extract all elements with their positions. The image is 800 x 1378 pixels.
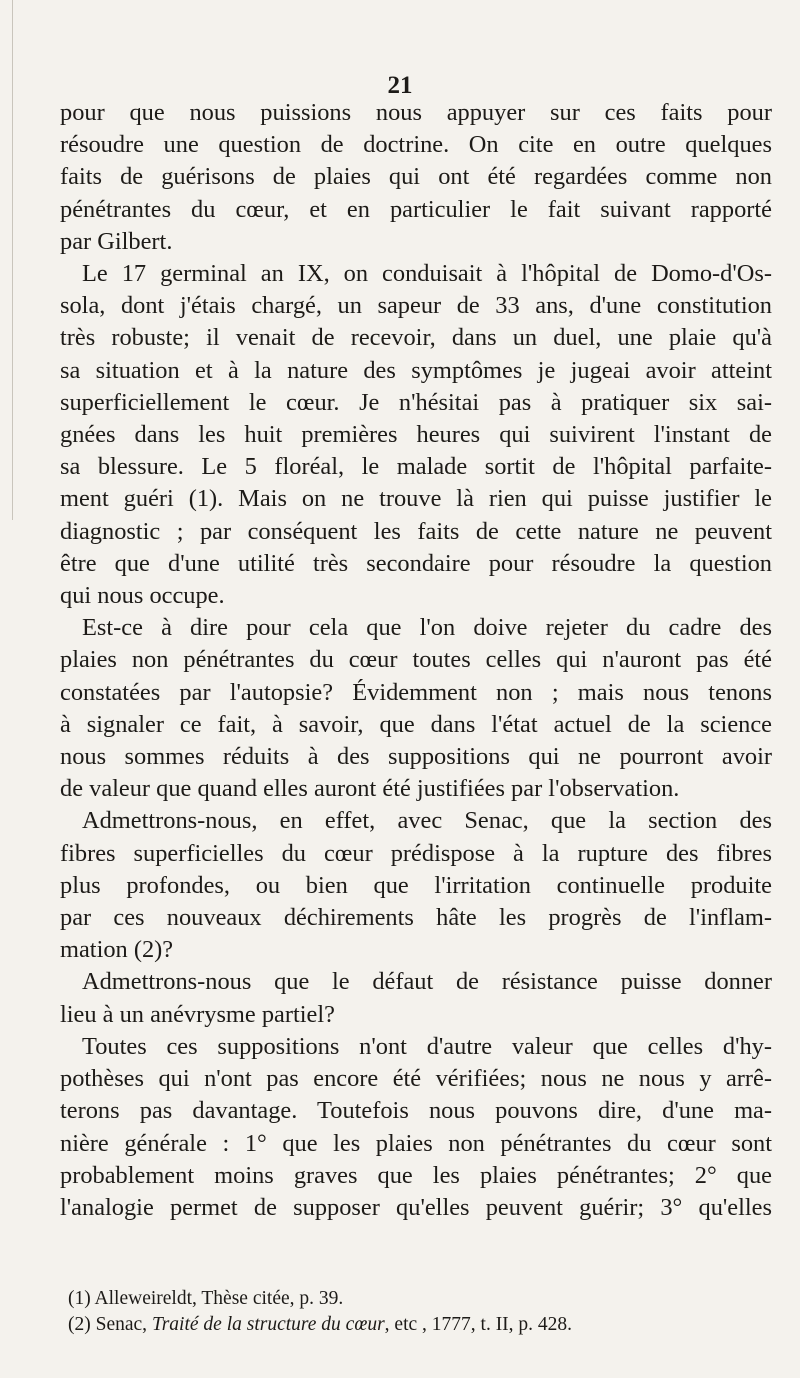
- text-line: probablement moins graves que les plaies pénétrantes; 2° que: [60, 1161, 772, 1189]
- text-line: diagnostic ; par conséquent les faits de cette nature ne peuvent: [60, 517, 772, 545]
- text-line: sa situation et à la nature des symptômes je jugeai avoir atteint: [60, 356, 772, 384]
- text-line: être que d'une utilité très secondaire pour résoudre la question: [60, 549, 772, 577]
- text-line: Admettrons-nous que le défaut de résistance puisse donner: [82, 968, 772, 996]
- text-line: superficiellement le cœur. Je n'hésitai pas à pratiquer six sai-: [60, 388, 772, 416]
- text-line: plus profondes, ou bien que l'irritation continuelle produite: [60, 871, 772, 899]
- text-line: résoudre une question de doctrine. On cite en outre quelques: [60, 131, 772, 159]
- text-line: ment guéri (1). Mais on ne trouve là rien qui puisse justifier le: [60, 485, 772, 513]
- text-line: plaies non pénétrantes du cœur toutes celles qui n'auront pas été: [60, 646, 772, 674]
- text-line: Est-ce à dire pour cela que l'on doive rejeter du cadre des: [82, 614, 772, 642]
- text-line: pour que nous puissions nous appuyer sur ces faits pour: [60, 99, 772, 126]
- text-line: faits de guérisons de plaies qui ont été regardées comme non: [60, 163, 772, 191]
- text-line: gnées dans les huit premières heures qui suivirent l'instant de: [60, 421, 772, 449]
- text-line: Le 17 germinal an IX, on conduisait à l'hôpital de Domo-d'Os-: [82, 260, 772, 288]
- text-line: Admettrons-nous, en effet, avec Senac, que la section des: [82, 807, 772, 835]
- body-text: [60, 97, 772, 1224]
- footnote-text: , etc , 1777, t. II, p. 428.: [384, 1314, 573, 1335]
- text-line: sola, dont j'étais chargé, un sapeur de 33 ans, d'une constitution: [60, 292, 772, 320]
- text-line: pénétrantes du cœur, et en particulier le fait suivant rapporté: [60, 195, 772, 223]
- text-line: par Gilbert.: [60, 227, 173, 255]
- text-line: à signaler ce fait, à savoir, que dans l'état actuel de la science: [60, 710, 772, 738]
- text-line: l'analogie permet de supposer qu'elles peuvent guérir; 3° qu'elles: [60, 1193, 772, 1221]
- footnote-title: Traité de la structure du cœur: [151, 1314, 385, 1335]
- text-line: lieu à un anévrysme partiel?: [60, 1000, 335, 1028]
- text-line: nous sommes réduits à des suppositions qui ne pourront avoir: [60, 743, 772, 771]
- text-line: sa blessure. Le 5 floréal, le malade sortit de l'hôpital parfaite-: [60, 453, 772, 481]
- footnote: [68, 1286, 768, 1312]
- text-line: pothèses qui n'ont pas encore été vérifiées; nous ne nous y arrê-: [60, 1065, 772, 1093]
- text-line: terons pas davantage. Toutefois nous pouvons dire, d'une ma-: [60, 1097, 772, 1125]
- footnote-text: (1) Alleweireldt, Thèse citée, p. 39.: [68, 1288, 344, 1309]
- footnote-text: (2) Senac,: [68, 1314, 152, 1335]
- text-line: nière générale : 1° que les plaies non pénétrantes du cœur sont: [60, 1129, 772, 1157]
- text-line: mation (2)?: [60, 936, 174, 964]
- footnotes: [68, 1286, 768, 1338]
- text-line: constatées par l'autopsie? Évidemment non ; mais nous tenons: [60, 678, 772, 706]
- text-line: qui nous occupe.: [60, 582, 225, 610]
- text-line: de valeur que quand elles auront été justifiées par l'observation.: [60, 775, 680, 803]
- page-number: 21: [387, 72, 413, 99]
- text-line: par ces nouveaux déchirements hâte les progrès de l'inflam-: [60, 904, 772, 932]
- footnote: [68, 1312, 768, 1338]
- text-line: fibres superficielles du cœur prédispose à la rupture des fibres: [60, 839, 772, 867]
- text-line: très robuste; il venait de recevoir, dans un duel, une plaie qu'à: [60, 324, 772, 352]
- text-line: Toutes ces suppositions n'ont d'autre valeur que celles d'hy-: [82, 1032, 772, 1060]
